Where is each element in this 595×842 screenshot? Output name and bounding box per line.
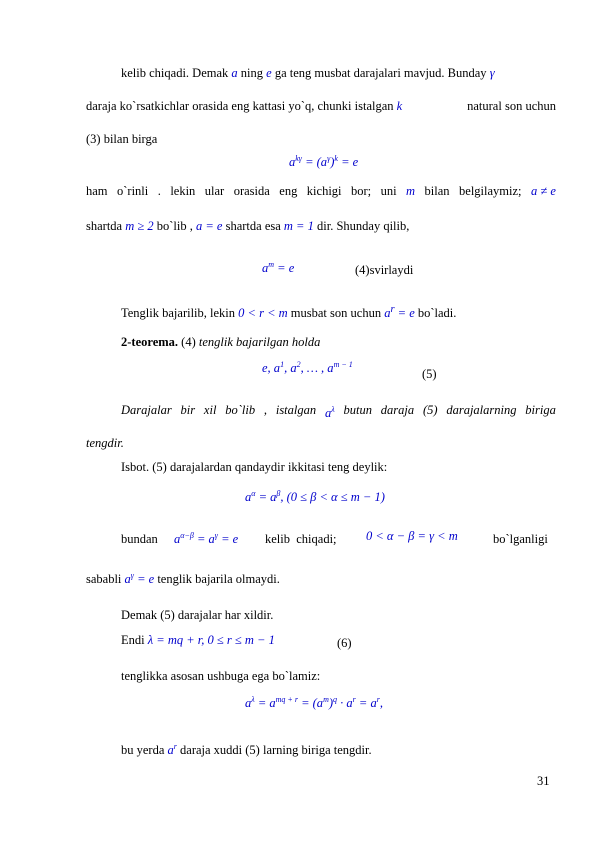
equation-1: [289, 151, 358, 170]
math: λ = mq + r, 0 ≤ r ≤ m − 1: [147, 633, 275, 647]
text: tenglik bajarilgan holda: [198, 335, 321, 349]
theorem-label: 2-teorema.: [121, 335, 179, 349]
text: tenglikka asosan ushbuga ega bo`lamiz:: [121, 669, 321, 683]
text-line-9: [86, 435, 124, 451]
equation-4: [245, 486, 385, 505]
word: uni: [380, 184, 397, 198]
word: bir: [180, 403, 196, 417]
text-line-11-end: [493, 531, 548, 547]
text-line-14: [121, 632, 275, 648]
math-gamma: γ: [489, 66, 495, 80]
text: musbat son uchun: [287, 306, 385, 321]
page-number-text: 31: [537, 774, 550, 788]
math: = e: [394, 306, 415, 321]
text: bo`lib ,: [153, 219, 196, 233]
math: , a: [284, 361, 297, 376]
word: lekin: [170, 184, 196, 198]
equation-tag: (6): [337, 636, 352, 650]
word: xil: [203, 403, 217, 417]
math: , … , a: [300, 361, 334, 376]
math-k: k: [396, 99, 403, 113]
text-line-12: [86, 568, 280, 587]
text-line-8: [121, 402, 556, 421]
math: m ≥ 2: [125, 219, 154, 233]
word: eng: [279, 184, 298, 198]
text: shartda esa: [222, 219, 284, 233]
math: = a: [255, 490, 277, 505]
text: Demak (5) darajalar har xildir.: [121, 608, 274, 622]
text: Tenglik bajarilib, lekin: [121, 306, 239, 321]
text-line-15: [121, 668, 320, 684]
math: ): [330, 155, 335, 170]
text-line-13: [121, 607, 273, 623]
superscript: m − 1: [333, 360, 353, 369]
math: a: [245, 490, 252, 505]
math-a-gamma-e: $a^\gamma = e$: [124, 571, 155, 587]
text: daraja xuddi (5) larning biriga tengdir.: [176, 743, 372, 758]
text-line-16: [121, 739, 372, 758]
math-a-lambda: $a^\lambda$: [324, 405, 335, 421]
math: = e: [274, 261, 295, 276]
word: Darajalar: [121, 403, 172, 417]
math: 0 < r < m: [238, 306, 288, 321]
math: a: [384, 306, 391, 321]
math: a = e: [195, 219, 223, 233]
math: a: [262, 261, 269, 276]
word: ular: [204, 184, 225, 198]
word: kelib: [265, 532, 290, 546]
word: orasida: [233, 184, 270, 198]
superscript: γ: [327, 154, 331, 163]
math: , (0 ≤ β < α ≤ m − 1): [280, 490, 385, 505]
superscript: k: [334, 154, 338, 163]
word: biriga: [525, 403, 556, 417]
superscript: r: [390, 304, 395, 315]
equation-3-tag: [422, 366, 437, 382]
text: (4): [178, 335, 199, 349]
text-line-3: [86, 131, 157, 147]
word: bo`lib: [225, 403, 256, 417]
text-line-10: [121, 459, 387, 475]
text-line-4: [86, 183, 556, 199]
text: (3) bilan birga: [86, 132, 158, 146]
equation-5: $a^\lambda = a^{mq + r} = (a^m)^q \cdot a^r = a^r$,: [245, 695, 383, 711]
math: = e: [337, 155, 359, 170]
text-line-1: [121, 65, 495, 81]
math-a-r: $a^r$: [167, 742, 177, 758]
text: bo`lganligi: [493, 532, 548, 546]
superscript: m: [268, 260, 275, 269]
equation-3: [262, 357, 353, 376]
superscript: α: [251, 489, 256, 498]
superscript: β: [276, 489, 281, 498]
text: tenglik bajarila olmaydi.: [154, 572, 280, 587]
superscript: 2: [296, 360, 301, 369]
math: = (a: [301, 155, 328, 170]
text: shartda: [86, 219, 126, 233]
text: bu yerda: [121, 743, 168, 758]
text-line-5: [86, 218, 409, 234]
page-number: [537, 773, 550, 789]
equation-6-tag: [337, 635, 352, 651]
math-a-neq-e: a ≠ e: [530, 184, 556, 198]
math-e: e: [266, 66, 272, 80]
text: bundan: [121, 532, 158, 546]
word: kichigi: [306, 184, 342, 198]
text: bo`ladi.: [414, 306, 457, 321]
math-a: a: [231, 66, 238, 80]
word: bilan: [424, 184, 450, 198]
word: ham: [86, 184, 108, 198]
text: dir. Shunday qilib,: [313, 219, 410, 233]
text-line-2: [86, 98, 556, 114]
math-m: m: [406, 184, 416, 198]
text: daraja ko`rsatkichlar orasida eng kattasi yo`q, chunki istalgan: [86, 99, 397, 113]
word: belgilaymiz;: [459, 184, 522, 198]
text-line-11-words: [265, 531, 337, 547]
word: (5): [422, 403, 438, 417]
word: ,: [263, 403, 268, 417]
word: o`rinli: [117, 184, 149, 198]
word: butun: [343, 403, 372, 417]
word: istalgan: [275, 403, 317, 417]
equation-tag: (4)svirlaydi: [355, 263, 414, 277]
text: kelib chiqadi. Demak: [121, 66, 232, 80]
text: ning: [237, 66, 267, 80]
text-line-6: [121, 302, 456, 321]
text: natural son uchun: [467, 99, 556, 113]
text: tengdir.: [86, 436, 124, 450]
word: bor;: [350, 184, 372, 198]
word: daraja: [380, 403, 415, 417]
math: e, a: [262, 361, 281, 376]
equation-2: [262, 257, 294, 276]
superscript: 1: [280, 360, 285, 369]
math: m = 1: [283, 219, 314, 233]
text-line-11: [121, 531, 158, 547]
text: sababli: [86, 572, 125, 587]
equation-tag: (5): [422, 367, 437, 381]
text: ga teng musbat darajalari mavjud. Bunday: [271, 66, 490, 80]
word: .: [157, 184, 161, 198]
text: Isbot. (5) darajalardan qandaydir ikkitasi teng deylik:: [121, 460, 388, 474]
math-alpha-beta: $a^{\alpha-\beta} = a^\gamma = e$: [174, 531, 239, 547]
equation-2-tag: [355, 262, 413, 278]
word: darajalarning: [446, 403, 517, 417]
word: chiqadi;: [296, 532, 337, 546]
superscript: kγ: [295, 154, 302, 163]
math-condition: 0 < α − β = γ < m: [366, 529, 458, 543]
math: a: [289, 155, 296, 170]
theorem-heading: [121, 334, 320, 350]
text: Endi: [121, 633, 148, 647]
